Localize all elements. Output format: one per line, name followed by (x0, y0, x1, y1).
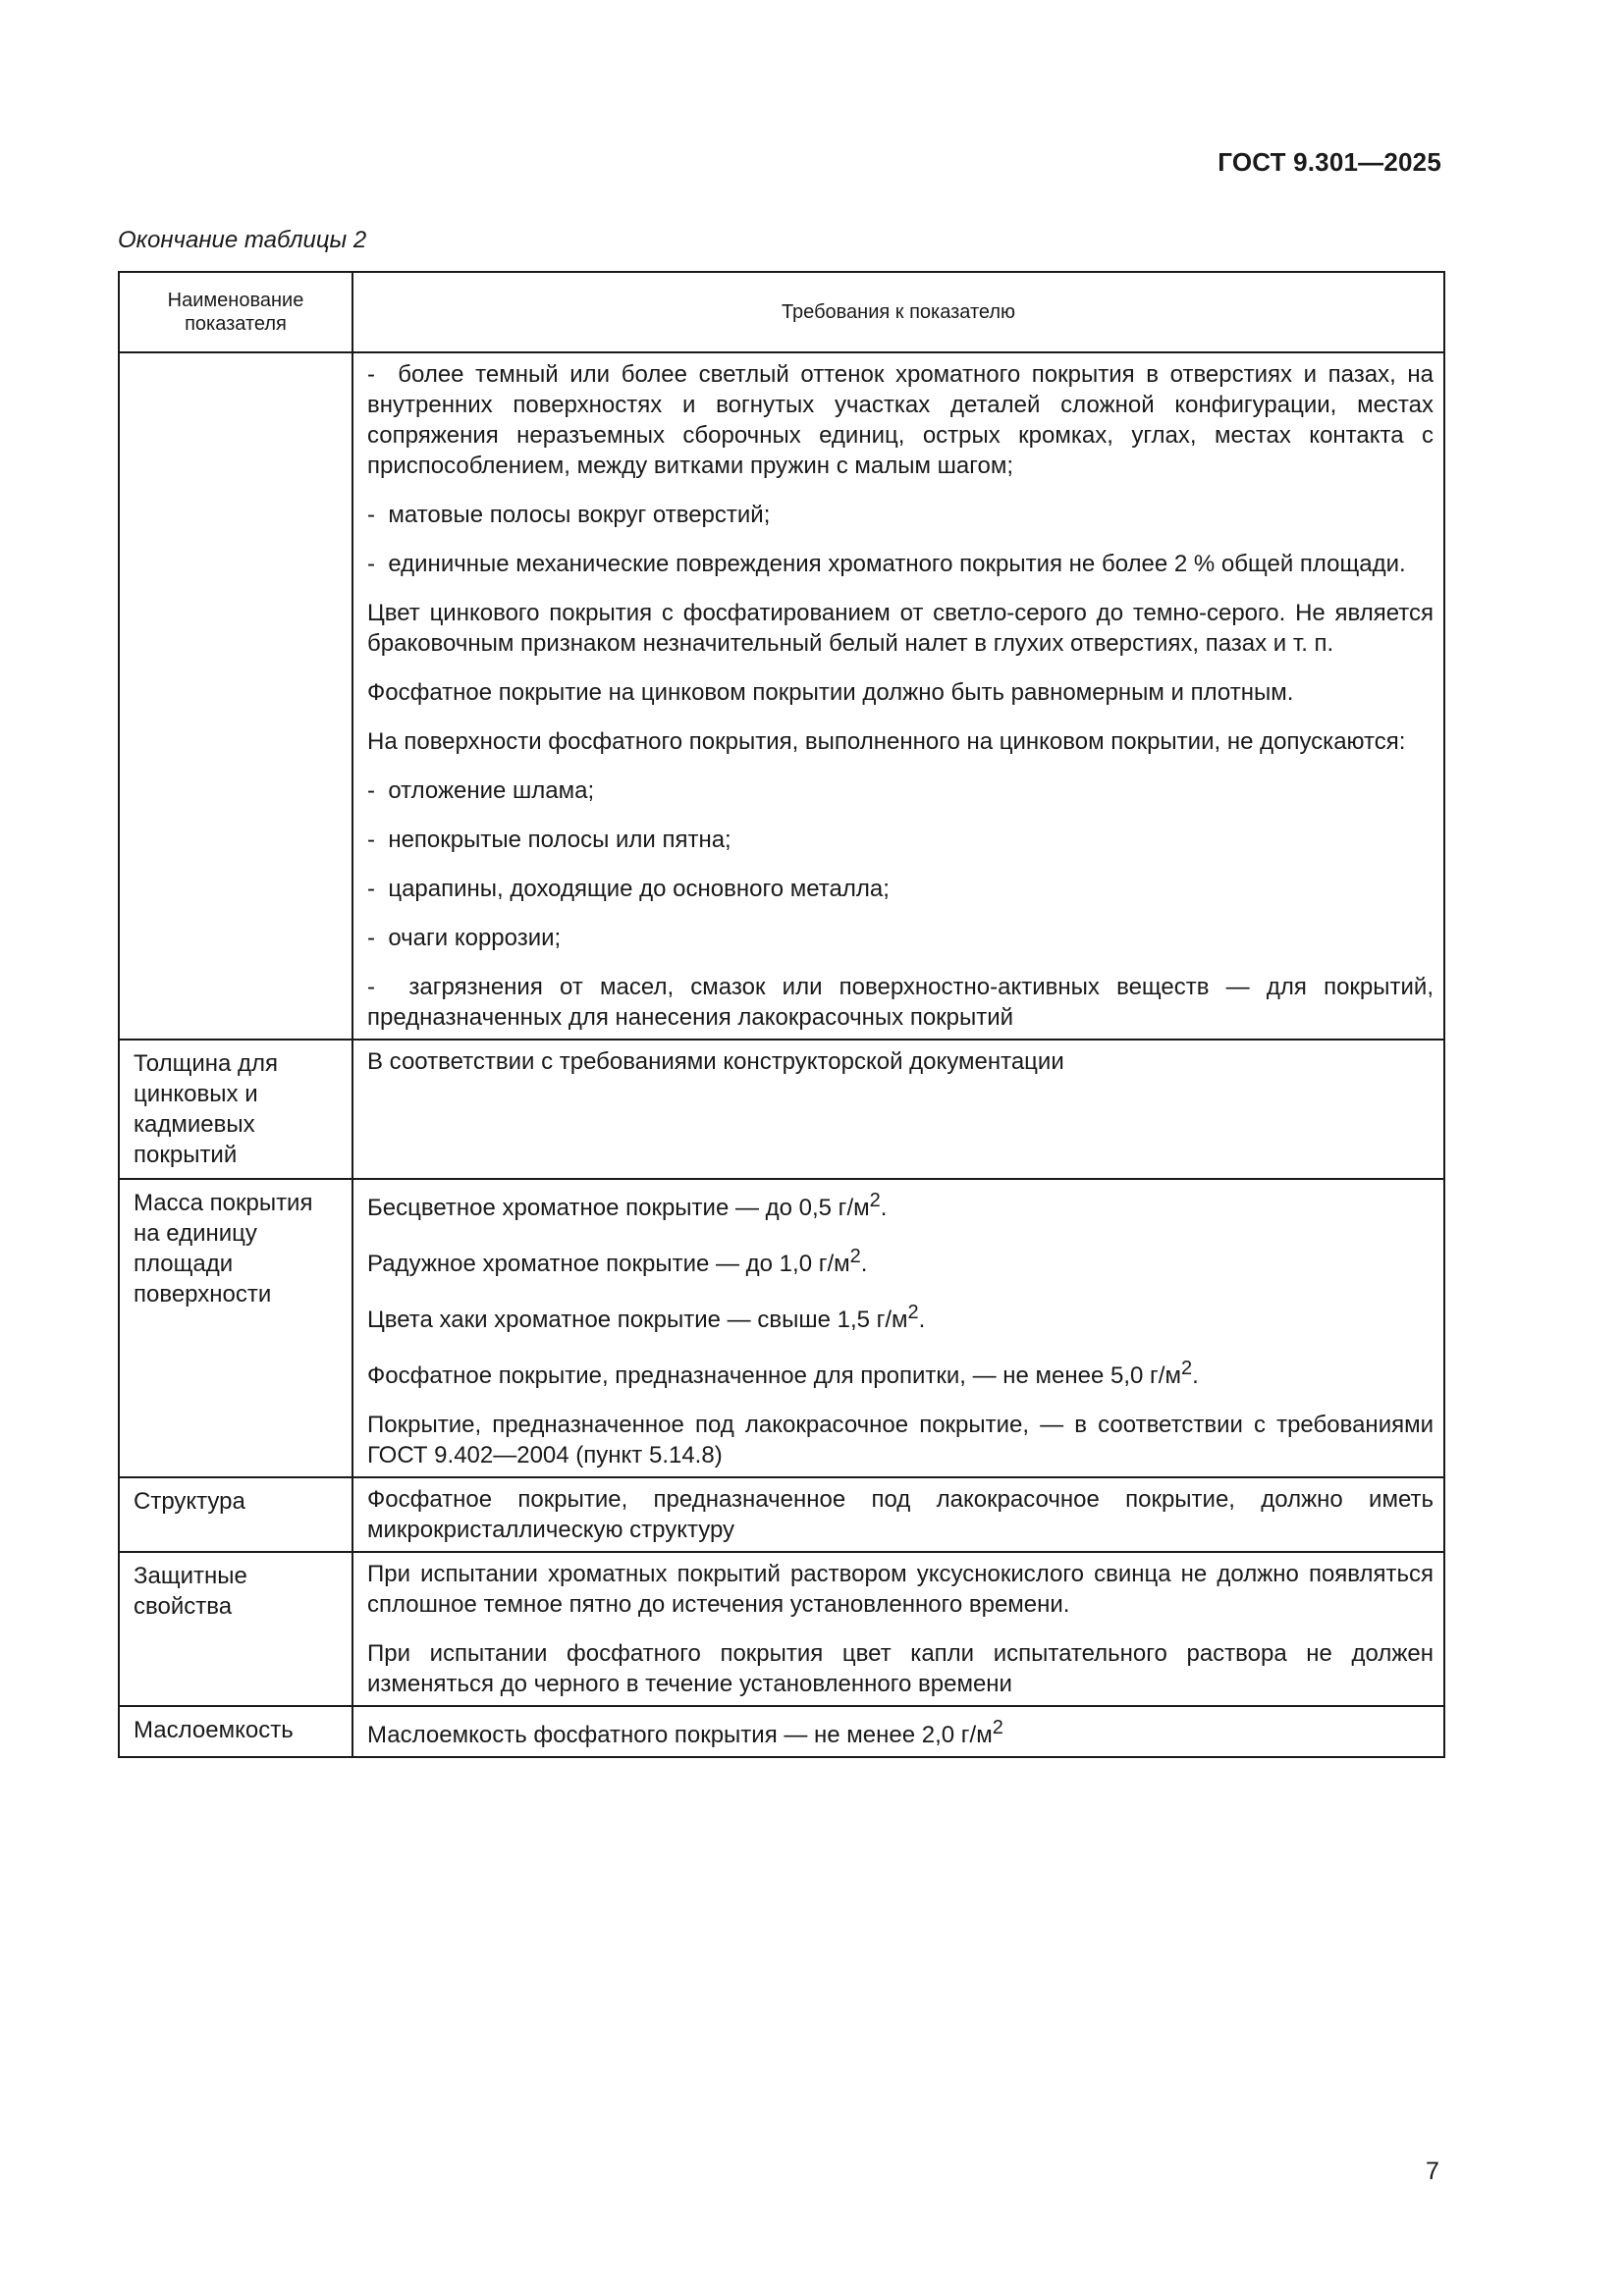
requirement-item: - отложение шлама; (367, 775, 1434, 806)
indicator-name-cell: Маслоемкость (119, 1706, 352, 1757)
requirements-cell (352, 1477, 1444, 1552)
indicator-name-cell: Защитные свойства (119, 1552, 352, 1706)
requirement-text: Цвета хаки хроматное покрытие — свыше 1,5 г/м (367, 1307, 908, 1333)
table-row (119, 1706, 1444, 1757)
requirement-paragraph: Фосфатное покрытие, предназначенное под лакокрасочное покрытие, должно иметь микрокристаллическую структуру (367, 1486, 1434, 1543)
requirement-text: Фосфатное покрытие, предназначенное для пропитки, — не менее 5,0 г/м (367, 1362, 1181, 1389)
table-row (119, 1477, 1444, 1552)
requirements-cell (352, 352, 1444, 1040)
column-header-indicator: Наименование показателя (119, 272, 352, 352)
requirement-item: - матовые полосы вокруг отверстий; (367, 500, 1434, 530)
requirement-item: - более темный или более светлый оттенок хроматного покрытия в отверстиях и пазах, на внутренних поверхностях и вогнутых участках деталей сложной конфигурации, местах сопряжения неразъемных сборочных единиц, острых кромках, углах, местах контакта с приспособлением, между витками пружин с малым шагом; (367, 359, 1434, 481)
requirement-text: Радужное хроматное покрытие — до 1,0 г/м (367, 1251, 850, 1277)
table-row (119, 1179, 1444, 1477)
requirement-item: - очаги коррозии; (367, 923, 1434, 953)
requirement-paragraph (367, 1242, 1434, 1279)
requirement-tail: . (918, 1307, 926, 1333)
requirement-item: - единичные механические повреждения хроматного покрытия не более 2 % общей площади. (367, 549, 1434, 579)
requirement-tail: . (880, 1195, 888, 1221)
requirement-paragraph: Фосфатное покрытие на цинковом покрытии должно быть равномерным и плотным. (367, 679, 1294, 706)
superscript: 2 (992, 1717, 1003, 1738)
table-caption: Окончание таблицы 2 (118, 227, 367, 253)
requirement-paragraph (367, 1186, 1434, 1223)
requirement-item: - непокрытые полосы или пятна; (367, 825, 1434, 855)
requirement-paragraph: При испытании хроматных покрытий раствором уксуснокислого свинца не должно появляться сплошное темное пятно до истечения установленного времени. (367, 1561, 1434, 1618)
requirements-cell (352, 1179, 1444, 1477)
requirement-paragraph (367, 1298, 1434, 1335)
indicator-name-cell: Толщина для цинковых и кадмиевых покрытий (119, 1040, 352, 1179)
requirement-paragraph (367, 1354, 1434, 1391)
requirement-tail: . (860, 1251, 868, 1277)
superscript: 2 (1180, 1358, 1193, 1379)
superscript: 2 (907, 1302, 919, 1323)
requirement-text: Бесцветное хроматное покрытие — до 0,5 г/м (367, 1195, 870, 1221)
requirements-table (118, 271, 1445, 1758)
requirements-cell (352, 1706, 1444, 1757)
requirement-paragraph: На поверхности фосфатного покрытия, выполненного на цинковом покрытии, не допускаются: (367, 728, 1406, 755)
requirement-paragraph: Покрытие, предназначенное под лакокрасочное покрытие, — в соответствии с требованиями ГОСТ 9.402—2004 (пункт 5.14.8) (367, 1412, 1434, 1468)
superscript: 2 (849, 1246, 861, 1267)
requirement-tail: . (1192, 1362, 1199, 1389)
column-header-requirements: Требования к показателю (352, 272, 1444, 352)
table-row (119, 1552, 1444, 1706)
requirement-item: - загрязнения от масел, смазок или поверхностно-активных веществ — для покрытий, предназначенных для нанесения лакокрасочных покрытий (367, 972, 1434, 1033)
requirements-cell (352, 1552, 1444, 1706)
table-row (119, 1040, 1444, 1179)
requirement-paragraph: В соответствии с требованиями конструкторской документации (367, 1048, 1064, 1075)
requirement-item: - царапины, доходящие до основного металла; (367, 874, 1434, 904)
requirement-paragraph (367, 1713, 1434, 1750)
requirements-cell (352, 1040, 1444, 1179)
indicator-name-cell: Масса покрытия на единицу площади поверхности (119, 1179, 352, 1477)
superscript: 2 (869, 1190, 881, 1211)
page-number: 7 (1426, 2158, 1439, 2185)
requirement-paragraph: При испытании фосфатного покрытия цвет капли испытательного раствора не должен изменяться до черного в течение установленного времени (367, 1640, 1434, 1697)
indicator-name-cell (119, 352, 352, 1040)
requirement-paragraph: Цвет цинкового покрытия с фосфатированием от светло-серого до темно-серого. Не является браковочным признаком незначительный белый налет в глухих отверстиях, пазах и т. п. (367, 600, 1434, 657)
indicator-name-cell: Структура (119, 1477, 352, 1552)
document-code: ГОСТ 9.301—2025 (1218, 147, 1441, 177)
table-header-row (119, 272, 1444, 352)
requirement-text: Маслоемкость фосфатного покрытия — не менее 2,0 г/м (367, 1722, 993, 1748)
table-row (119, 352, 1444, 1040)
